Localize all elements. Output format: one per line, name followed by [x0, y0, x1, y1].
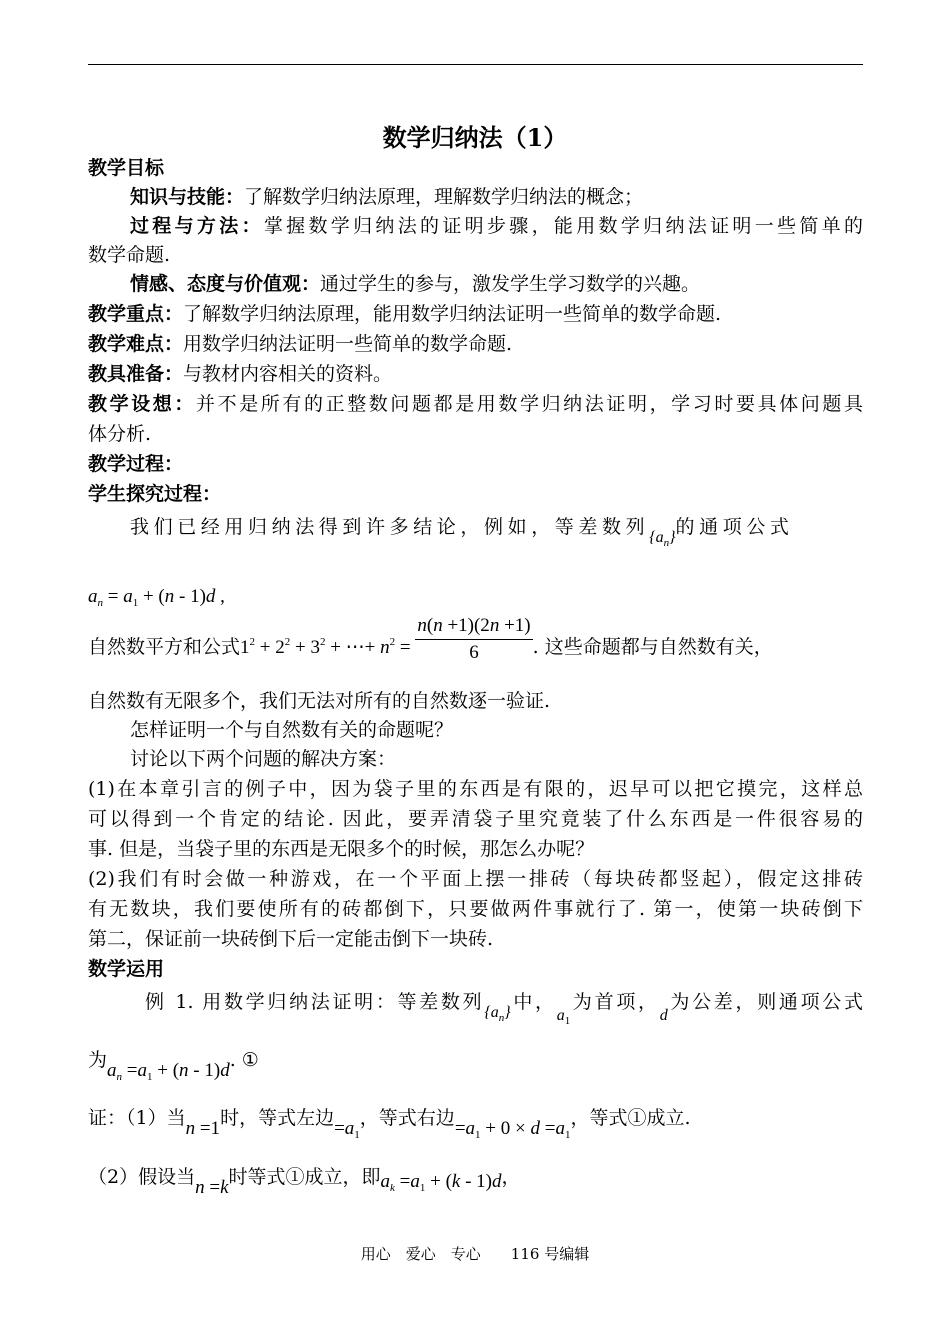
proof-label: 证：（1）当	[88, 1107, 186, 1129]
explore-p1-b: 的通项公式	[675, 516, 794, 538]
step2-a: （2）假设当	[88, 1166, 196, 1188]
ex1-a: 例 1. 用数学归纳法证明：等差数列	[145, 991, 485, 1013]
process-text-1: 掌握数学归纳法的证明步骤，能用数学归纳法证明一些简单的	[263, 215, 863, 237]
emotion-text: 通过学生的参与，激发学生学习数学的兴趣。	[320, 273, 701, 295]
explore-paragraph-2	[88, 615, 863, 666]
proof-b: 时，等式左边	[220, 1107, 335, 1129]
idea-text-2: 体分析.	[88, 423, 152, 445]
ex1-sequence-formula: {an}	[484, 1004, 511, 1024]
explore-paragraph-5: 讨论以下两个问题的解决方案：	[130, 748, 397, 770]
explore-p2-a: 自然数平方和公式	[88, 636, 241, 658]
emotion-line	[130, 270, 905, 298]
ex1-line2-b: . ①	[229, 1049, 259, 1071]
proof-c: ，等式右边	[359, 1107, 455, 1129]
explore-paragraph-1	[130, 513, 863, 548]
sum-fraction: $\frac{n(n +1)(2n +1)}{6}$	[417, 615, 531, 664]
idea-label: 教学设想：	[88, 393, 196, 415]
proof-left-side-formula: $=a_1$	[334, 1118, 360, 1141]
sequence-an-formula: {an}	[649, 529, 676, 549]
sum-of-squares-formula: $1^2 + 2^2 + 3^2$ + ⋯+ $n^2$ = $\frac{n(n +1)(2n +1)}{6}$	[240, 637, 533, 658]
explore-p1-a: 我们已经用归纳法得到许多结论，例如，等差数列	[130, 516, 650, 538]
process-text-2: 数学命题.	[88, 244, 171, 266]
idea-line-1	[88, 390, 863, 418]
ex1-d-formula: d	[659, 1007, 668, 1024]
idea-text-1: 并不是所有的正整数问题都是用数学归纳法证明，学习时要具体问题具	[196, 393, 863, 415]
explore-heading: 学生探究过程：	[88, 483, 222, 505]
explore-paragraph-3: 自然数有无限多个，我们无法对所有的自然数逐一验证.	[88, 690, 551, 712]
objectives-heading: 教学目标	[88, 157, 165, 179]
question-2-line-3: 第二，保证前一块砖倒下后一定能击倒下一块砖.	[88, 928, 494, 950]
ex1-line2-a: 为	[88, 1049, 108, 1071]
step2-ak-formula: $a_k =a_1 + (k - 1)d$	[380, 1171, 502, 1194]
difficulty-text: 用数学归纳法证明一些简单的数学命题.	[183, 333, 513, 355]
proof-n-eq-1-formula: n =1	[185, 1118, 221, 1139]
example-1-line-2	[88, 1046, 863, 1081]
emotion-label: 情感、态度与价值观：	[130, 273, 321, 295]
difficulty-line	[88, 330, 863, 358]
step2-c: ，	[501, 1166, 521, 1188]
ex1-b: 中，	[510, 991, 557, 1013]
focus-line	[88, 300, 863, 328]
explore-p2-b: . 这些命题都与自然数有关，	[532, 636, 773, 658]
proof-step-1	[88, 1104, 863, 1139]
header-rule	[88, 64, 863, 65]
knowledge-line	[130, 183, 905, 211]
process-label: 过程与方法：	[130, 215, 264, 237]
question-1-line-3: 事. 但是，当袋子里的东西是无限多个的时候，那怎么办呢？	[88, 838, 595, 860]
explore-paragraph-4: 怎样证明一个与自然数有关的命题呢？	[130, 719, 454, 741]
knowledge-label: 知识与技能：	[130, 186, 245, 208]
question-1-line-1: (1)在本章引言的例子中，因为袋子里的东西是有限的，迟早可以把它摸完，这样总	[88, 778, 863, 800]
ex1-c: 为首项，	[570, 991, 660, 1013]
question-2-line-1: (2)我们有时会做一种游戏，在一个平面上摆一排砖（每块砖都竖起），假定这排砖	[88, 868, 863, 890]
question-2-line-2: 有无数块，我们要使所有的砖都倒下，只要做两件事就行了. 第一，使第一块砖倒下	[88, 898, 863, 920]
proof-d: ，等式①成立.	[570, 1107, 691, 1129]
tools-text: 与教材内容相关的资料。	[183, 363, 393, 385]
application-heading: 数学运用	[88, 958, 165, 980]
difficulty-label: 教学难点：	[88, 333, 184, 355]
page-title: 数学归纳法（1）	[382, 123, 568, 152]
proof-step-2	[88, 1163, 863, 1198]
step2-b: 时等式①成立，即	[228, 1166, 381, 1188]
proof-right-side-formula: $=a_1 + 0 \times d =a_1$	[454, 1118, 571, 1141]
process-line-1	[130, 212, 863, 240]
ex1-a1-formula: a1	[556, 1007, 571, 1027]
tools-line	[88, 360, 863, 388]
tools-label: 教具准备：	[88, 363, 184, 385]
focus-label: 教学重点：	[88, 303, 184, 325]
question-1-line-2: 可以得到一个肯定的结论. 因此，要弄清袋子里究竟装了什么东西是一件很容易的	[88, 808, 863, 830]
ex1-d: 为公差，则通项公式	[667, 991, 863, 1013]
knowledge-text: 了解数学归纳法原理，理解数学归纳法的概念；	[244, 186, 644, 208]
step2-n-eq-k-formula: n =k	[195, 1177, 229, 1198]
page-footer: 用心 爱心 专心 116 号编辑	[360, 1245, 590, 1263]
focus-text: 了解数学归纳法原理，能用数学归纳法证明一些简单的数学命题.	[183, 303, 722, 325]
general-term-formula	[88, 582, 863, 617]
example-1-line-1	[145, 988, 863, 1027]
process-heading: 教学过程：	[88, 453, 184, 475]
ex1-general-term-formula: $a_n =a_1 + (n - 1)d$	[107, 1060, 230, 1083]
formula-general-term: $a_n = a_1 + (n - 1)d$ ,	[88, 586, 225, 609]
